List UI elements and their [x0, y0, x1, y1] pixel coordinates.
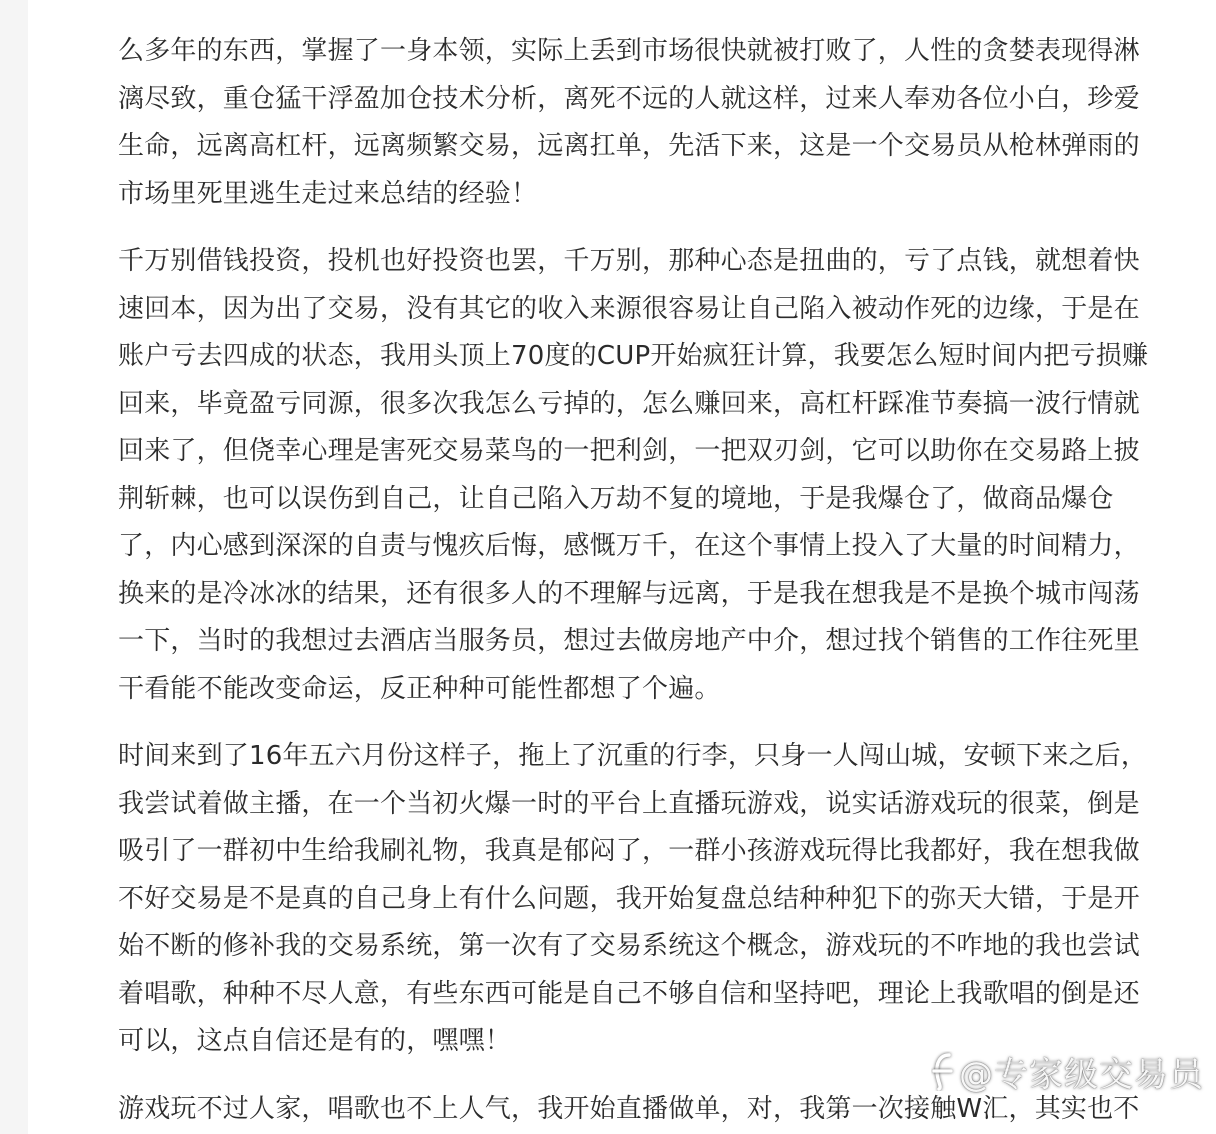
- text-line: 干看能不能改变命运，反正种种可能性都想了个遍。: [118, 673, 721, 704]
- text-line: 吸引了一群初中生给我刷礼物，我真是郁闷了，一群小孩游戏玩得比我都好，我在想我做: [118, 836, 1140, 866]
- text-line: 千万别借钱投资，投机也好投资也罢，千万别，那种心态是扭曲的，亏了点钱，就想着快: [118, 246, 1140, 276]
- paragraph-3: [118, 733, 1178, 1066]
- text-line: 始不断的修补我的交易系统，第一次有了交易系统这个概念，游戏玩的不咋地的我也尝试: [118, 931, 1140, 961]
- text-line: 市场里死里逃生走过来总结的经验！: [118, 178, 538, 209]
- text-line: 荆斩棘，也可以误伤到自己，让自己陷入万劫不复的境地，于是我爆仓了，做商品爆仓: [118, 483, 1114, 514]
- text-line: 可以，这点自信还是有的，嘿嘿！: [118, 1026, 512, 1056]
- text-line: 一下，当时的我想过去酒店当服务员，想过去做房地产中介，想过找个销售的工作往死里: [118, 626, 1140, 656]
- text-line: 回来，毕竟盈亏同源，很多次我怎么亏掉的，怎么赚回来，高杠杆踩准节奏搞一波行情就: [118, 388, 1140, 419]
- zhihu-logo-icon: [931, 1051, 957, 1091]
- article-page: [28, 0, 1216, 1134]
- text-line: 么多年的东西，掌握了一身本领，实际上丢到市场很快就被打败了，人性的贪婪表现得淋: [118, 36, 1140, 66]
- article-body: [118, 28, 1178, 1134]
- text-line: 账户亏去四成的状态，我用头顶上70度的CUP开始疯狂计算，我要怎么短时间内把亏损赚: [118, 341, 1149, 371]
- text-line: 了，内心感到深深的自责与愧疚后悔，感慨万千，在这个事情上投入了大量的时间精力，: [118, 531, 1140, 561]
- watermark-text: @专家级交易员: [959, 1054, 1204, 1095]
- text-line: 漓尽致，重仓猛干浮盈加仓技术分析，离死不远的人就这样，过来人奉劝各位小白，珍爱: [118, 83, 1140, 114]
- text-line: 我尝试着做主播，在一个当初火爆一时的平台上直播玩游戏，说实话游戏玩的很菜，倒是: [118, 788, 1140, 819]
- text-line: 不好交易是不是真的自己身上有什么问题，我开始复盘总结种种犯下的弥天大错，于是开: [118, 883, 1140, 914]
- watermark: [931, 1046, 1204, 1096]
- text-line: 换来的是冷冰冰的结果，还有很多人的不理解与远离，于是我在想我是不是换个城市闯荡: [118, 578, 1140, 609]
- text-line: 速回本，因为出了交易，没有其它的收入来源很容易让自己陷入被动作死的边缘，于是在: [118, 293, 1140, 324]
- text-line: 时间来到了16年五六月份这样子，拖上了沉重的行李，只身一人闯山城，安顿下来之后，: [118, 741, 1148, 771]
- text-line: 生命，远离高杠杆，远离频繁交易，远离扛单，先活下来，这是一个交易员从枪林弹雨的: [118, 131, 1140, 161]
- text-line: 游戏玩不过人家，唱歌也不上人气，我开始直播做单，对，我第一次接触W汇，其实也不: [118, 1093, 1140, 1124]
- text-line: 回来了，但侥幸心理是害死交易菜鸟的一把利剑，一把双刃剑，它可以助你在交易路上披: [118, 436, 1140, 466]
- paragraph-1: [118, 28, 1178, 218]
- paragraph-2: [118, 238, 1178, 713]
- text-line: 着唱歌，种种不尽人意，有些东西可能是自己不够自信和坚持吧，理论上我歌唱的倒是还: [118, 978, 1140, 1009]
